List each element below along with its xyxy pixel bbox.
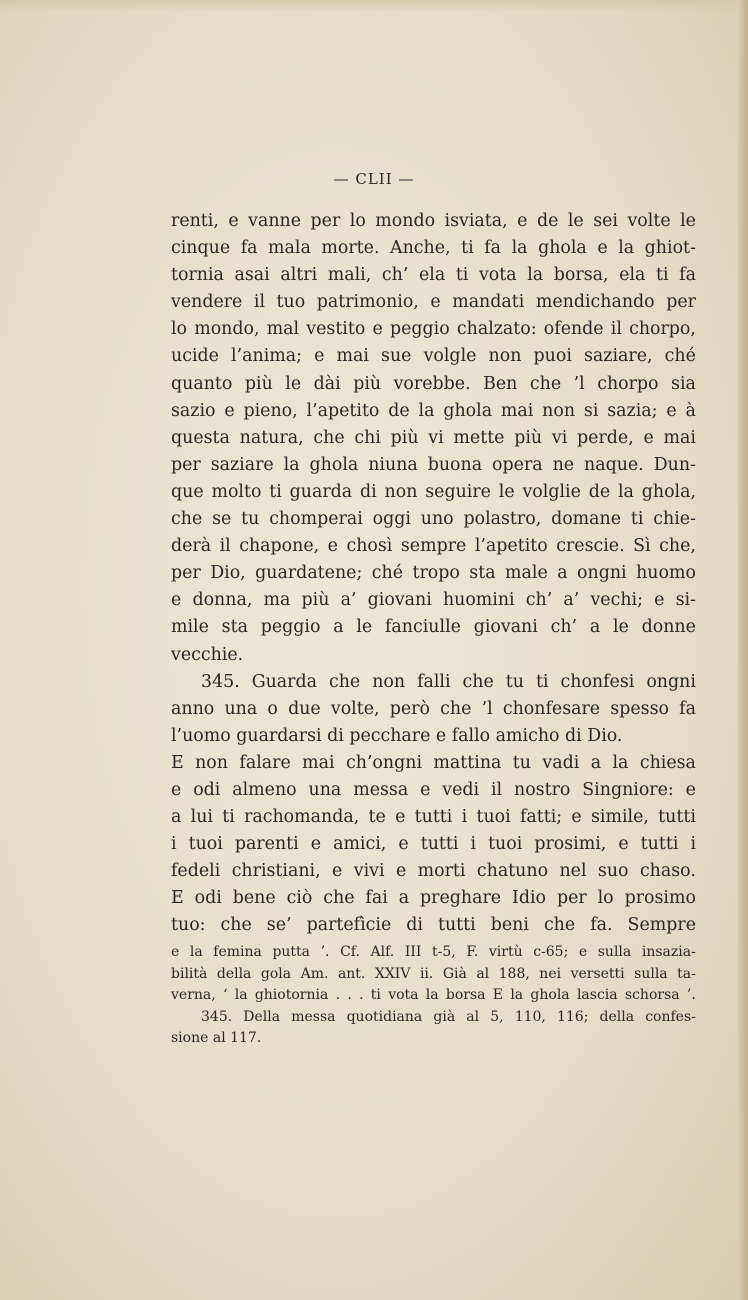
text-line: ucide l’anima; e mai sue volgle non puoi saziare, ché (171, 346, 696, 367)
footnote-line: bilità della gola Am. ant. XXIV ii. Già al 188, nei versetti sulla ta- (171, 965, 696, 982)
text-line: E odi bene ciò che fai a preghare Idio per lo prosimo (171, 888, 696, 909)
main-text (171, 208, 696, 940)
page-header: — CLII — (333, 170, 415, 188)
text-line: lo mondo, mal vestito e peggio chalzato: ofende il chorpo, (171, 319, 696, 340)
text-line: derà il chapone, e chosì sempre l’apetito crescie. Sì che, (171, 536, 696, 557)
text-line: que molto ti guarda di non seguire le volglie de la ghola, (171, 481, 696, 502)
text-line: tuo: che se’ partefìcie di tutti beni che fa. Sempre (171, 915, 696, 936)
text-line: anno una o due volte, però che ’l chonfesare spesso fa (171, 698, 696, 719)
text-line: per Dio, guardatene; ché tropo sta male a ongni huomo (171, 563, 696, 584)
text-line: che se tu chomperai oggi uno polastro, domane ti chie- (171, 509, 696, 530)
paragraph-start-345: 345. Guarda che non falli che tu ti chonfesi ongni (201, 671, 696, 692)
text-line: fedeli christiani, e vivi e morti chatuno nel suo chaso. (171, 861, 696, 882)
text-line: l’uomo guardarsi di pecchare e fallo amicho di Dio. (171, 725, 623, 746)
text-line: vendere il tuo patrimonio, e mandati mendichando per (171, 292, 696, 313)
footnote-line: verna, ‘ la ghiotornia . . . ti vota la borsa E la ghola lascia schorsa ’. (171, 987, 696, 1004)
footnotes (171, 942, 696, 1050)
text-line: tornia asai altri mali, ch’ ela ti vota la borsa, ela ti fa (171, 265, 696, 286)
text-line: questa natura, che chi più vi mette più vi perde, e mai (171, 427, 696, 448)
footnote-line: 345. Della messa quotidiana già al 5, 110, 116; della confes- (201, 1008, 696, 1025)
text-line: per saziare la ghola niuna buona opera ne naque. Dun- (171, 454, 696, 475)
text-line: cinque fa mala morte. Anche, ti fa la ghola e la ghiot- (171, 238, 696, 259)
text-line: renti, e vanne per lo mondo isviata, e de le sei volte le (171, 211, 696, 231)
footnote-line: e la femina putta ’. Cf. Alf. III t-5, F. virtù c-65; e sulla insazia- (171, 944, 696, 960)
page-top-edge (0, 0, 748, 12)
text-line: a lui ti rachomanda, te e tutti i tuoi fatti; e simile, tutti (171, 807, 696, 828)
text-line: i tuoi parenti e amici, e tutti i tuoi prosimi, e tutti i (171, 834, 696, 855)
text-line: e odi almeno una messa e vedi il nostro Singniore: e (171, 779, 696, 800)
page-right-edge (738, 0, 748, 1300)
text-line: E non falare mai ch’ongni mattina tu vadi a la chiesa (171, 752, 696, 773)
text-line: quanto più le dài più vorebbe. Ben che ’l chorpo sia (171, 373, 696, 394)
text-line: vecchie. (171, 644, 244, 665)
text-line: sazio e pieno, l’apetito de la ghola mai non si sazia; e à (171, 400, 696, 421)
footnote-line: sione al 117. (171, 1030, 262, 1047)
text-line: mile sta peggio a le fanciulle giovani ch’ a le donne (171, 617, 696, 638)
text-line: e donna, ma più a’ giovani huomini ch’ a’ vechi; e si- (171, 590, 696, 611)
